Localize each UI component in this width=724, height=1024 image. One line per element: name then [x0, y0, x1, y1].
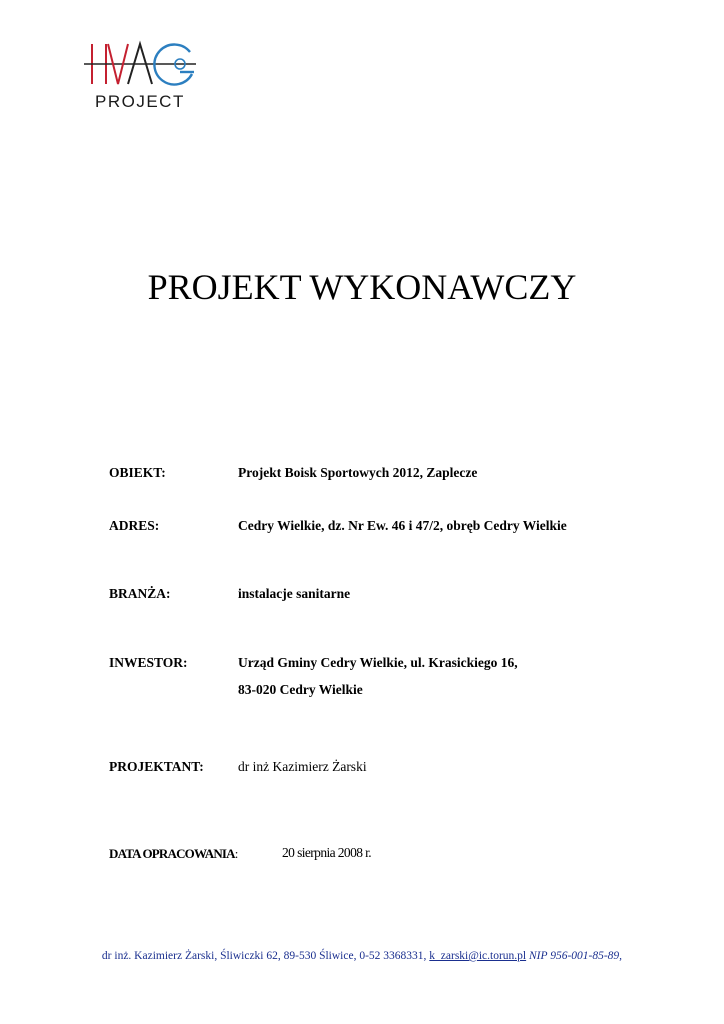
footer-contact: [0, 950, 724, 962]
value-inwestor-line2: 83-020 Cedry Wielkie: [238, 682, 363, 697]
footer-text: dr inż. Kazimierz Żarski, Śliwiczki 62, 89-530 Śliwice, 0-52 3368331,: [101, 950, 430, 962]
value-adres: Cedry Wielkie, dz. Nr Ew. 46 i 47/2, obręb Cedry Wielkie: [238, 518, 567, 533]
label-projektant: PROJEKTANT:: [109, 759, 204, 774]
label-branza: BRANŻA:: [109, 586, 171, 601]
footer-email-link[interactable]: k_zarski@ic.torun.pl: [429, 950, 527, 962]
value-projektant: dr inż Kazimierz Żarski: [238, 759, 367, 774]
value-obiekt: Projekt Boisk Sportowych 2012, Zaplecze: [238, 465, 478, 480]
label-inwestor: INWESTOR:: [109, 655, 188, 670]
value-data-opracowania: 20 sierpnia 2008 r.: [282, 845, 372, 860]
value-inwestor: Urząd Gminy Cedry Wielkie, ul. Krasickiego 16,: [238, 655, 518, 670]
date-label-text: DATA OPRACOWANIA: [109, 846, 235, 861]
label-data-opracowania: [109, 846, 238, 862]
label-obiekt: OBIEKT:: [109, 465, 166, 480]
page-title: PROJEKT WYKONAWCZY: [147, 267, 577, 307]
logo-wordmark: PROJECT: [95, 92, 185, 111]
date-colon: :: [234, 846, 238, 861]
footer-nip: NIP 956-001-85-89,: [529, 950, 623, 962]
label-adres: ADRES:: [109, 518, 160, 533]
value-branza: instalacje sanitarne: [238, 586, 351, 601]
